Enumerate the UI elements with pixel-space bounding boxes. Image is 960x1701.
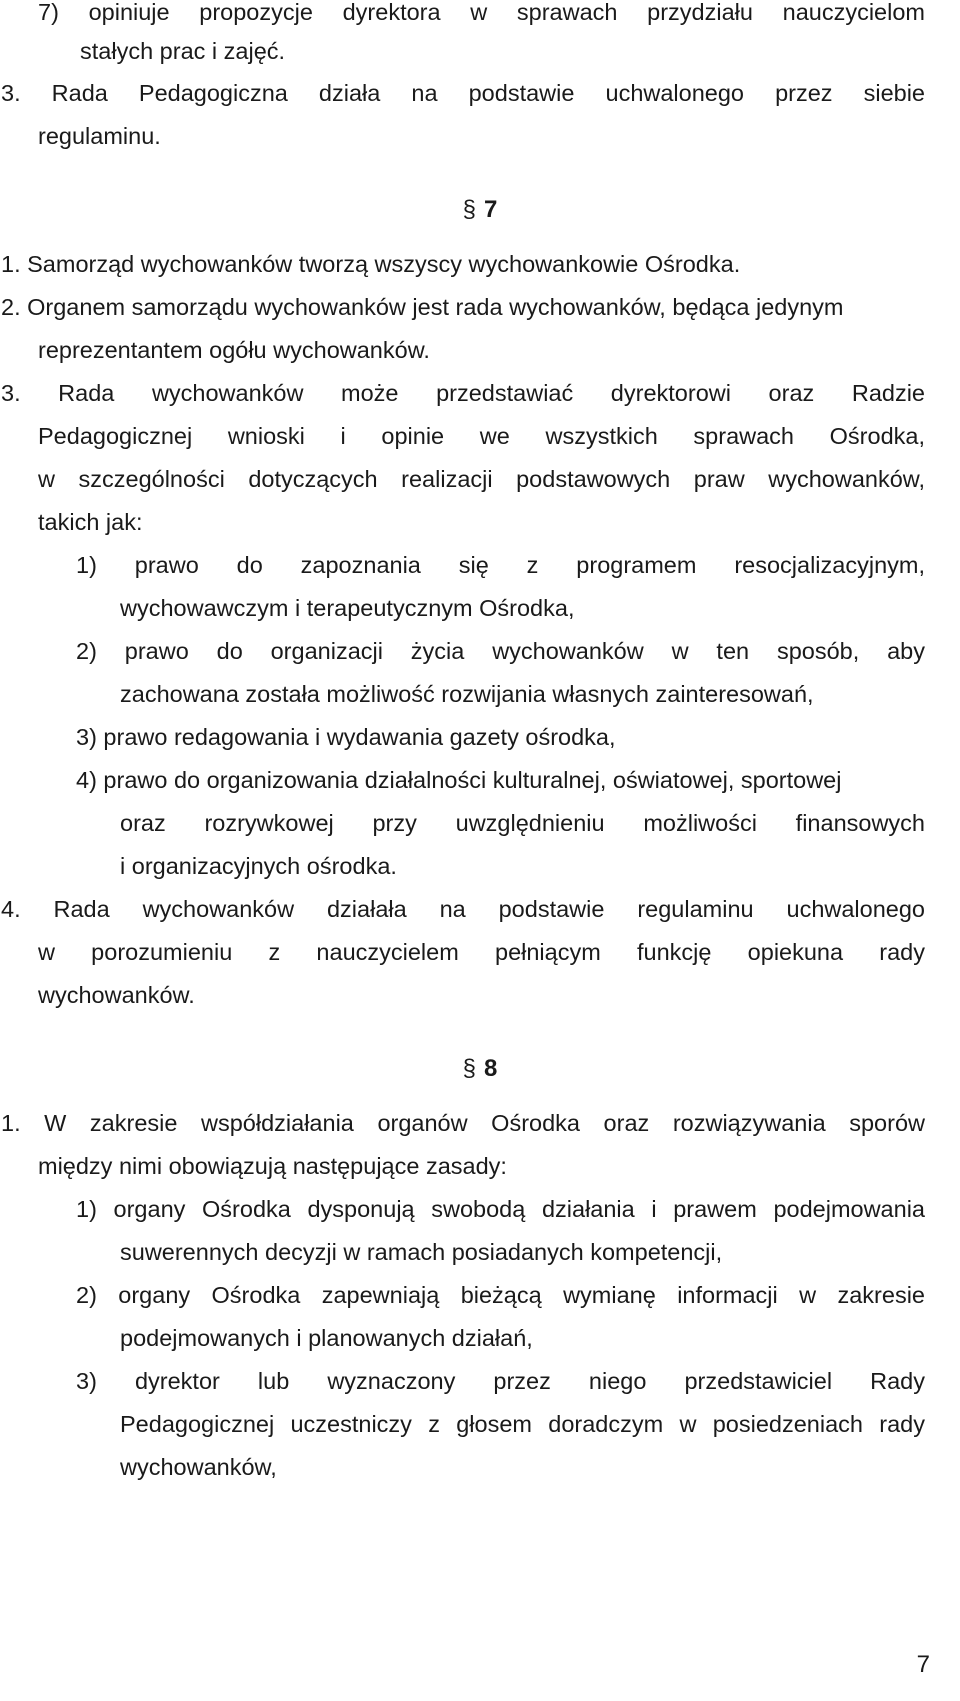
text-line: wychowawczym i terapeutycznym Ośrodka, [120,595,575,621]
text-line: 3. Rada wychowanków może przedstawiać dyrektorowi oraz Radzie [1,380,925,406]
section-heading-8 [0,1054,960,1084]
list-item: 4) prawo do organizowania działalności kulturalnej, oświatowej, sportowej [76,767,842,793]
text-line: Pedagogicznej uczestniczy z głosem doradczym w posiedzeniach rady [120,1411,925,1437]
text-line: 2. Organem samorządu wychowanków jest rada wychowanków, będąca jedynym [1,294,844,320]
text-line: wychowanków. [38,982,195,1008]
text-line: 1. W zakresie współdziałania organów Ośrodka oraz rozwiązywania sporów [1,1110,925,1136]
text-line: suwerennych decyzji w ramach posiadanych kompetencji, [120,1239,723,1265]
list-item: 1) prawo do zapoznania się z programem resocjalizacyjnym, [76,552,925,578]
text-line: wychowanków, [120,1454,277,1480]
text-line: 3. Rada Pedagogiczna działa na podstawie uchwalonego przez siebie [1,80,925,106]
text-line: Pedagogicznej wnioski i opinie we wszystkich sprawach Ośrodka, [38,423,925,449]
text-line: w porozumieniu z nauczycielem pełniącym funkcję opiekuna rady [38,939,925,965]
text-line: 1. Samorząd wychowanków tworzą wszyscy wychowankowie Ośrodka. [1,251,741,277]
section-number: 8 [484,1055,498,1082]
section-number: 7 [484,196,498,223]
text-line: stałych prac i zajęć. [80,38,286,64]
list-item: 3) prawo redagowania i wydawania gazety ośrodka, [76,724,616,750]
section-symbol: § [462,196,476,223]
page-number: 7 [916,1651,930,1678]
text-line: reprezentantem ogółu wychowanków. [38,337,430,363]
list-item: 1) organy Ośrodka dysponują swobodą działania i prawem podejmowania [76,1196,925,1222]
text-line: takich jak: [38,509,143,535]
list-item: 3) dyrektor lub wyznaczony przez niego przedstawiciel Rady [76,1368,925,1394]
text-line: oraz rozrywkowej przy uwzględnieniu możliwości finansowych [120,810,925,836]
text-line: w szczególności dotyczących realizacji podstawowych praw wychowanków, [38,466,925,492]
text-line: i organizacyjnych ośrodka. [120,853,397,879]
text-line: regulaminu. [38,123,161,149]
text-line: 7) opiniuje propozycje dyrektora w sprawach przydziału nauczycielom [38,0,925,25]
text-line: podejmowanych i planowanych działań, [120,1325,533,1351]
list-item: 2) organy Ośrodka zapewniają bieżącą wymianę informacji w zakresie [76,1282,925,1308]
section-heading-7 [0,195,960,225]
text-line: między nimi obowiązują następujące zasady: [38,1153,507,1179]
section-symbol: § [462,1055,476,1082]
text-line: 4. Rada wychowanków działała na podstawie regulaminu uchwalonego [1,896,925,922]
list-item: 2) prawo do organizacji życia wychowanków w ten sposób, aby [76,638,925,664]
text-line: zachowana została możliwość rozwijania własnych zainteresowań, [120,681,814,707]
